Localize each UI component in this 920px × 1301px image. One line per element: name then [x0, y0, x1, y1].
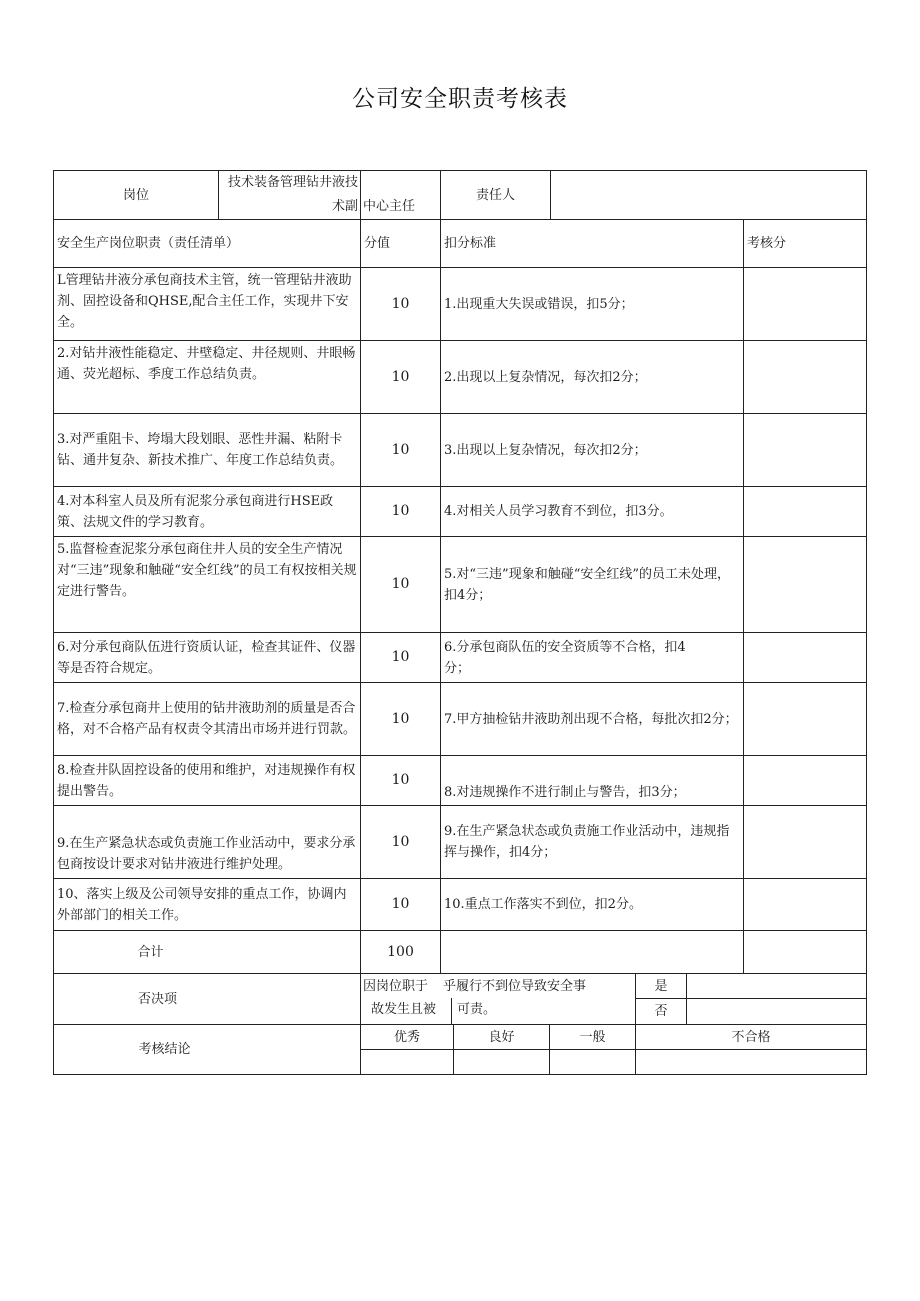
veto-text-a1: 因岗位职于	[363, 979, 429, 994]
score-item-4: 10	[391, 503, 410, 519]
veto-label: 否决项	[137, 991, 177, 1007]
duty-item-10: 10、落实上级及公司领导安排的重点工作，协调内外部部门的相关工作。	[57, 886, 347, 923]
assessment-cell[interactable]	[744, 633, 866, 682]
position-label: 岗位	[122, 187, 149, 203]
assessment-cell[interactable]	[744, 268, 866, 340]
score-item-9: 10	[391, 833, 410, 850]
deduction-item-5: 5.对“三违”现象和触碰“安全红线”的员工未处理，扣4分；	[444, 566, 730, 603]
deduction-item-8: 8.对违规操作不进行制止与警告，扣3分；	[444, 785, 686, 800]
conclusion-good-cell[interactable]	[454, 1050, 549, 1074]
assessment-cell[interactable]	[744, 537, 866, 632]
duty-item-4: 4.对本科室人员及所有泥浆分承包商进行HSE政策、法规文件的学习教育。	[57, 493, 334, 530]
total-assessment-cell[interactable]	[744, 931, 866, 973]
column-assessment: 考核分	[747, 236, 787, 251]
veto-text-b1: 乎履行不到位导致安全事	[443, 979, 587, 994]
deduction-item-7: 7.甲方抽检钻井液助剂出现不合格，每批次扣2分；	[444, 711, 738, 727]
deduction-item-9: 9.在生产紧急状态或负责施工作业活动中，违规指挥与操作，扣4分；	[444, 824, 730, 860]
deduction-item-10: 10.重点工作落实不到位，扣2分。	[444, 897, 642, 912]
veto-no-label: 否	[654, 1004, 668, 1019]
assessment-cell[interactable]	[744, 806, 866, 878]
veto-no-cell[interactable]	[687, 999, 866, 1024]
assessment-cell[interactable]	[744, 683, 866, 755]
conclusion-label: 考核结论	[138, 1042, 191, 1057]
veto-text-a2: 故发生且被	[371, 1002, 437, 1017]
score-item-5: 10	[391, 576, 410, 592]
total-label: 合计	[137, 944, 164, 960]
score-item-3: 10	[391, 441, 410, 458]
duty-item-7: 7.检查分承包商井上使用的钻井液助剂的质量是否合格，对不合格产品有权责令其清出市场并进行罚款。	[57, 701, 357, 737]
score-item-8: 10	[391, 772, 410, 788]
column-duties: 安全生产岗位职责（责任清单）	[57, 236, 240, 251]
conclusion-fail: 不合格	[731, 1029, 771, 1045]
score-item-7: 10	[391, 710, 410, 727]
veto-text-b2: 可责。	[457, 1002, 497, 1017]
table-border-bottom	[53, 1074, 867, 1075]
duty-item-8: 8.检查井队固控设备的使用和维护，对违规操作有权提出警告。	[57, 762, 356, 799]
duty-item-6: 6.对分承包商队伍进行资质认证，检查其证件、仪器等是否符合规定。	[57, 639, 356, 676]
assessment-cell[interactable]	[744, 341, 866, 413]
conclusion-excellent-cell[interactable]	[361, 1050, 453, 1074]
assessment-cell[interactable]	[744, 879, 866, 930]
duty-item-2: 2.对钻井液性能稳定、井壁稳定、井径规则、井眼畅通、荧光超标、季度工作总结负责。	[57, 346, 356, 382]
conclusion-fail-cell[interactable]	[636, 1050, 866, 1074]
assessment-cell[interactable]	[744, 487, 866, 536]
duty-item-9: 9.在生产紧急状态或负责施工作业活动中，要求分承包商按设计要求对钻井液进行维护处理。	[57, 836, 356, 872]
assessment-cell[interactable]	[744, 414, 866, 486]
position-value-line1: 技术装备管理钻井液技	[227, 175, 358, 190]
veto-yes-label: 是	[654, 978, 668, 994]
veto-yes-cell[interactable]	[687, 974, 866, 998]
conclusion-excellent: 优秀	[393, 1029, 420, 1045]
veto-divider	[451, 998, 452, 1024]
responsible-label: 责任人	[475, 187, 515, 203]
responsible-value	[551, 171, 866, 219]
duty-item-5: 5.监督检查泥浆分承包商住井人员的安全生产情况对“三违”现象和触碰“安全红线”的员工有权按相关规定进行警告。	[57, 542, 357, 599]
score-item-1: 10	[391, 295, 410, 312]
score-item-2: 10	[391, 368, 410, 385]
position-value-line3: 中心主任	[363, 199, 416, 214]
column-score: 分值	[364, 236, 391, 251]
deduction-item-1: 1.出现重大失误或错误，扣5分；	[444, 296, 634, 312]
total-score: 100	[387, 943, 414, 960]
conclusion-good: 良好	[488, 1029, 515, 1045]
score-item-6: 10	[391, 649, 410, 665]
duty-item-1: L管理钻井液分承包商技术主管，统一管理钻井液助剂、固控设备和QHSE,配合主任工作，实现井下安全。	[57, 273, 352, 330]
duty-item-3: 3.对严重阻卡、垮塌大段划眼、恶性井漏、粘附卡钻、通井复杂、新技术推广、年度工作总结负责。	[57, 432, 344, 468]
page-title: 公司安全职责考核表	[352, 86, 568, 112]
position-value-line2: 术副	[331, 199, 358, 214]
deduction-item-2: 2.出现以上复杂情况，每次扣2分；	[444, 369, 647, 385]
conclusion-average: 一般	[579, 1029, 606, 1045]
column-deduction: 扣分标准	[444, 236, 497, 251]
deduction-item-6: 6.分承包商队伍的安全资质等不合格，扣4分；	[444, 639, 686, 676]
deduction-item-3: 3.出现以上复杂情况，每次扣2分；	[444, 442, 647, 458]
score-item-10: 10	[391, 896, 410, 912]
assessment-cell[interactable]	[744, 756, 866, 805]
conclusion-average-cell[interactable]	[550, 1050, 635, 1074]
table-border-right	[866, 170, 867, 1075]
deduction-item-4: 4.对相关人员学习教育不到位，扣3分。	[444, 504, 673, 519]
